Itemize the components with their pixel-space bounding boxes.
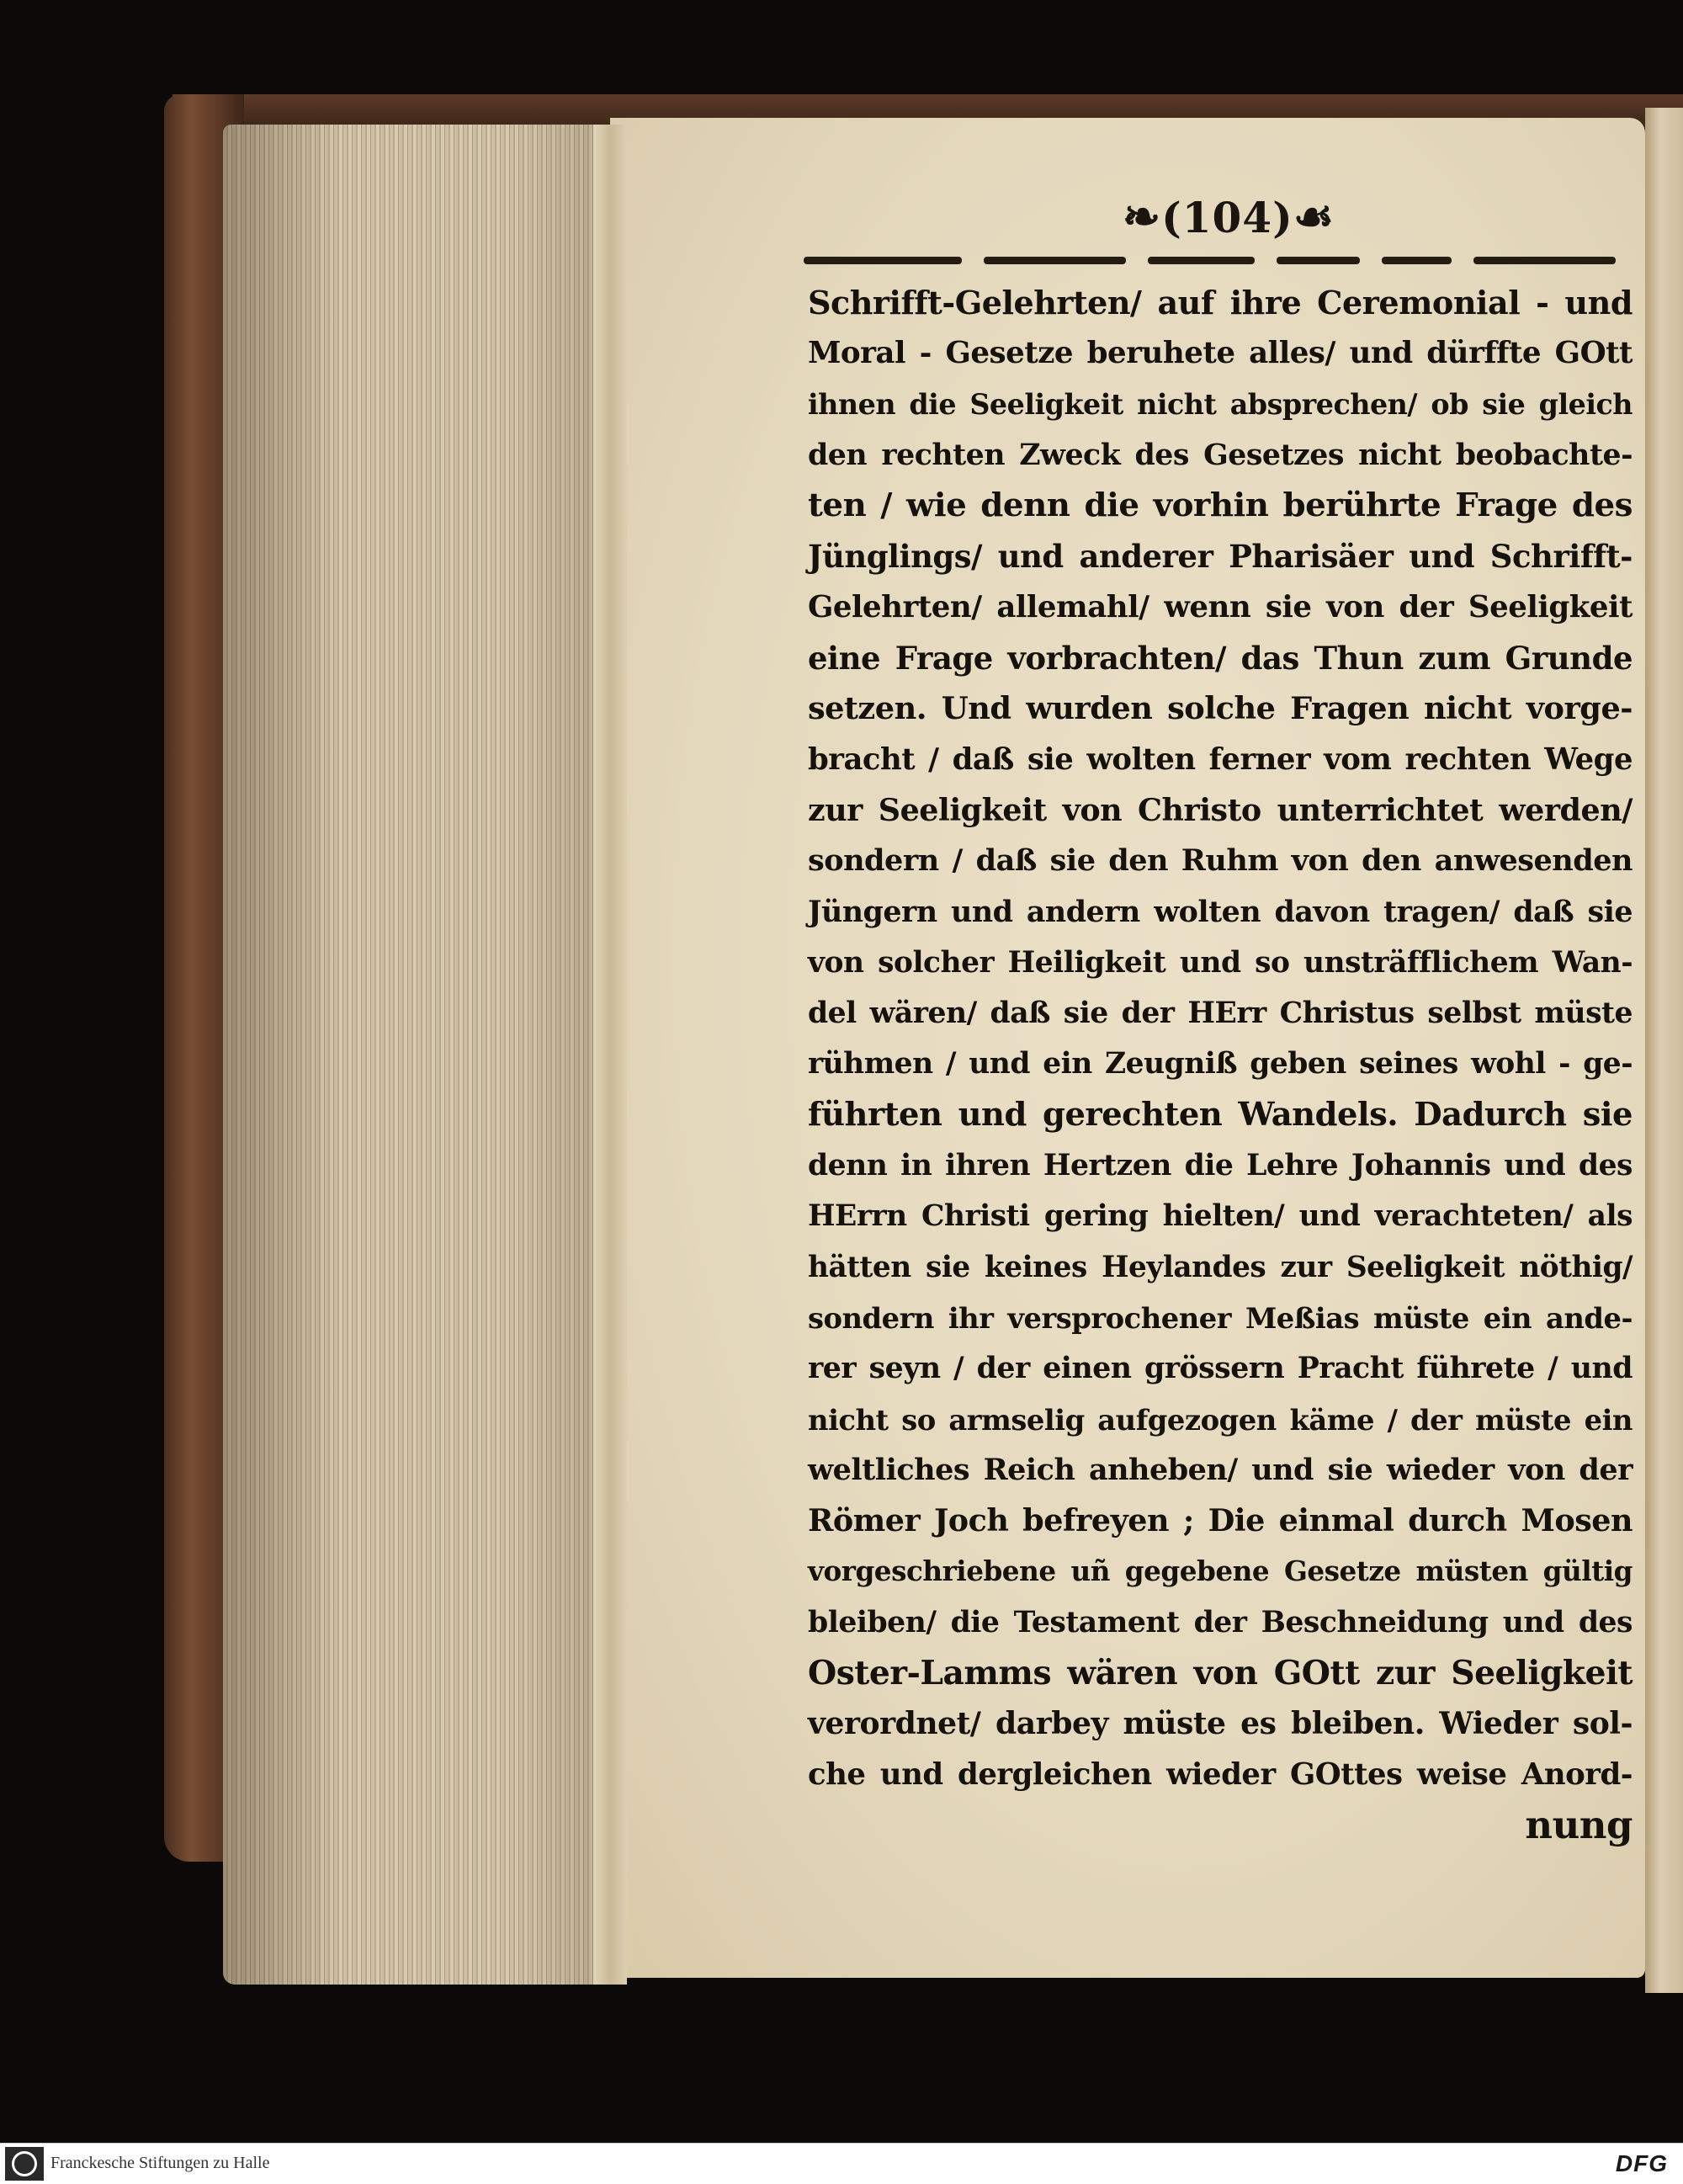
- text-line: Jünglings/ und anderer Pharisäer und Schrifft-: [808, 538, 1633, 576]
- page-body-text: [808, 278, 1633, 1851]
- text-line: Oster-Lamms wären von GOtt zur Seeligkeit: [808, 1654, 1633, 1693]
- institution-logo-icon: [5, 2147, 44, 2181]
- text-line: HErrn Christi gering hielten/ und verachteten/ als: [808, 1199, 1633, 1234]
- text-line: Moral - Gesetze beruhete alles/ und dürffte GOtt: [808, 336, 1633, 371]
- right-ornament-icon: ☙: [1293, 189, 1335, 243]
- text-line: nicht so armselig aufgezogen käme / der müste ein: [808, 1402, 1633, 1437]
- text-line: ten / wie denn die vorhin berührte Frage des: [808, 486, 1633, 525]
- text-line: von solcher Heiligkeit und so unsträfflichem Wan-: [808, 945, 1633, 980]
- rule-segment: [804, 257, 962, 264]
- dfg-logo: DFG: [1615, 2150, 1668, 2176]
- page-number: (104): [1161, 193, 1293, 242]
- left-ornament-icon: ❧: [1122, 189, 1162, 243]
- text-line: del wären/ daß sie der HErr Christus selbst müste: [808, 996, 1633, 1031]
- text-line: bleiben/ die Testament der Beschneidung und des: [808, 1605, 1633, 1639]
- header-rule: [804, 257, 1616, 268]
- text-line: Jüngern und andern wolten davon tragen/ daß sie: [808, 894, 1633, 929]
- text-line: führten und gerechten Wandels. Dadurch sie: [808, 1095, 1633, 1134]
- page-header: [1102, 189, 1355, 248]
- rule-segment: [1148, 257, 1255, 264]
- text-line: den rechten Zweck des Gesetzes nicht beobachte-: [808, 437, 1633, 472]
- text-line: setzen. Und wurden solche Fragen nicht vorge-: [808, 690, 1633, 727]
- rule-segment: [984, 257, 1126, 264]
- rule-segment: [1277, 257, 1360, 264]
- text-line: Römer Joch befreyen ; Die einmal durch Mosen: [808, 1502, 1633, 1539]
- page-gutter: [593, 125, 627, 1985]
- page-block-shade: [223, 125, 627, 1985]
- text-line: che und dergleichen wieder GOttes weise Anord-: [808, 1756, 1633, 1792]
- text-line: rühmen / und ein Zeugniß geben seines wohl - ge-: [808, 1047, 1633, 1081]
- text-line: verordnet/ darbey müste es bleiben. Wieder sol-: [808, 1705, 1633, 1742]
- text-line: sondern ihr versprochener Meßias müste ein ande-: [808, 1300, 1633, 1335]
- text-line: Schrifft-Gelehrten/ auf ihre Ceremonial - und: [808, 284, 1633, 321]
- text-line: nung: [1525, 1802, 1633, 1847]
- text-line: ihnen die Seeligkeit nicht absprechen/ ob sie gleich: [808, 387, 1633, 421]
- text-line: rer seyn / der einen grössern Pracht führete / und: [808, 1351, 1633, 1386]
- text-line: denn in ihren Hertzen die Lehre Johannis und des: [808, 1149, 1633, 1183]
- rule-segment: [1382, 257, 1452, 264]
- rule-segment: [1473, 257, 1616, 264]
- text-line: hätten sie keines Heylandes zur Seeligkeit nöthig/: [808, 1250, 1633, 1284]
- institution-name[interactable]: Franckesche Stiftungen zu Halle: [50, 2154, 270, 2172]
- text-line: Gelehrten/ allemahl/ wenn sie von der Seeligkeit: [808, 589, 1633, 624]
- text-line: zur Seeligkeit von Christo unterrichtet werden/: [808, 791, 1633, 828]
- text-line: eine Frage vorbrachten/ das Thun zum Grunde: [808, 640, 1633, 678]
- facing-page-edge: [1645, 108, 1683, 1993]
- text-line: vorgeschriebene uñ gegebene Gesetze müsten gültig: [808, 1554, 1633, 1588]
- viewer-footer: [0, 2143, 1683, 2184]
- text-line: weltliches Reich anheben/ und sie wieder von der: [808, 1452, 1633, 1487]
- text-line: sondern / daß sie den Ruhm von den anwesenden: [808, 843, 1633, 879]
- text-line: bracht / daß sie wolten ferner vom rechten Wege: [808, 741, 1633, 777]
